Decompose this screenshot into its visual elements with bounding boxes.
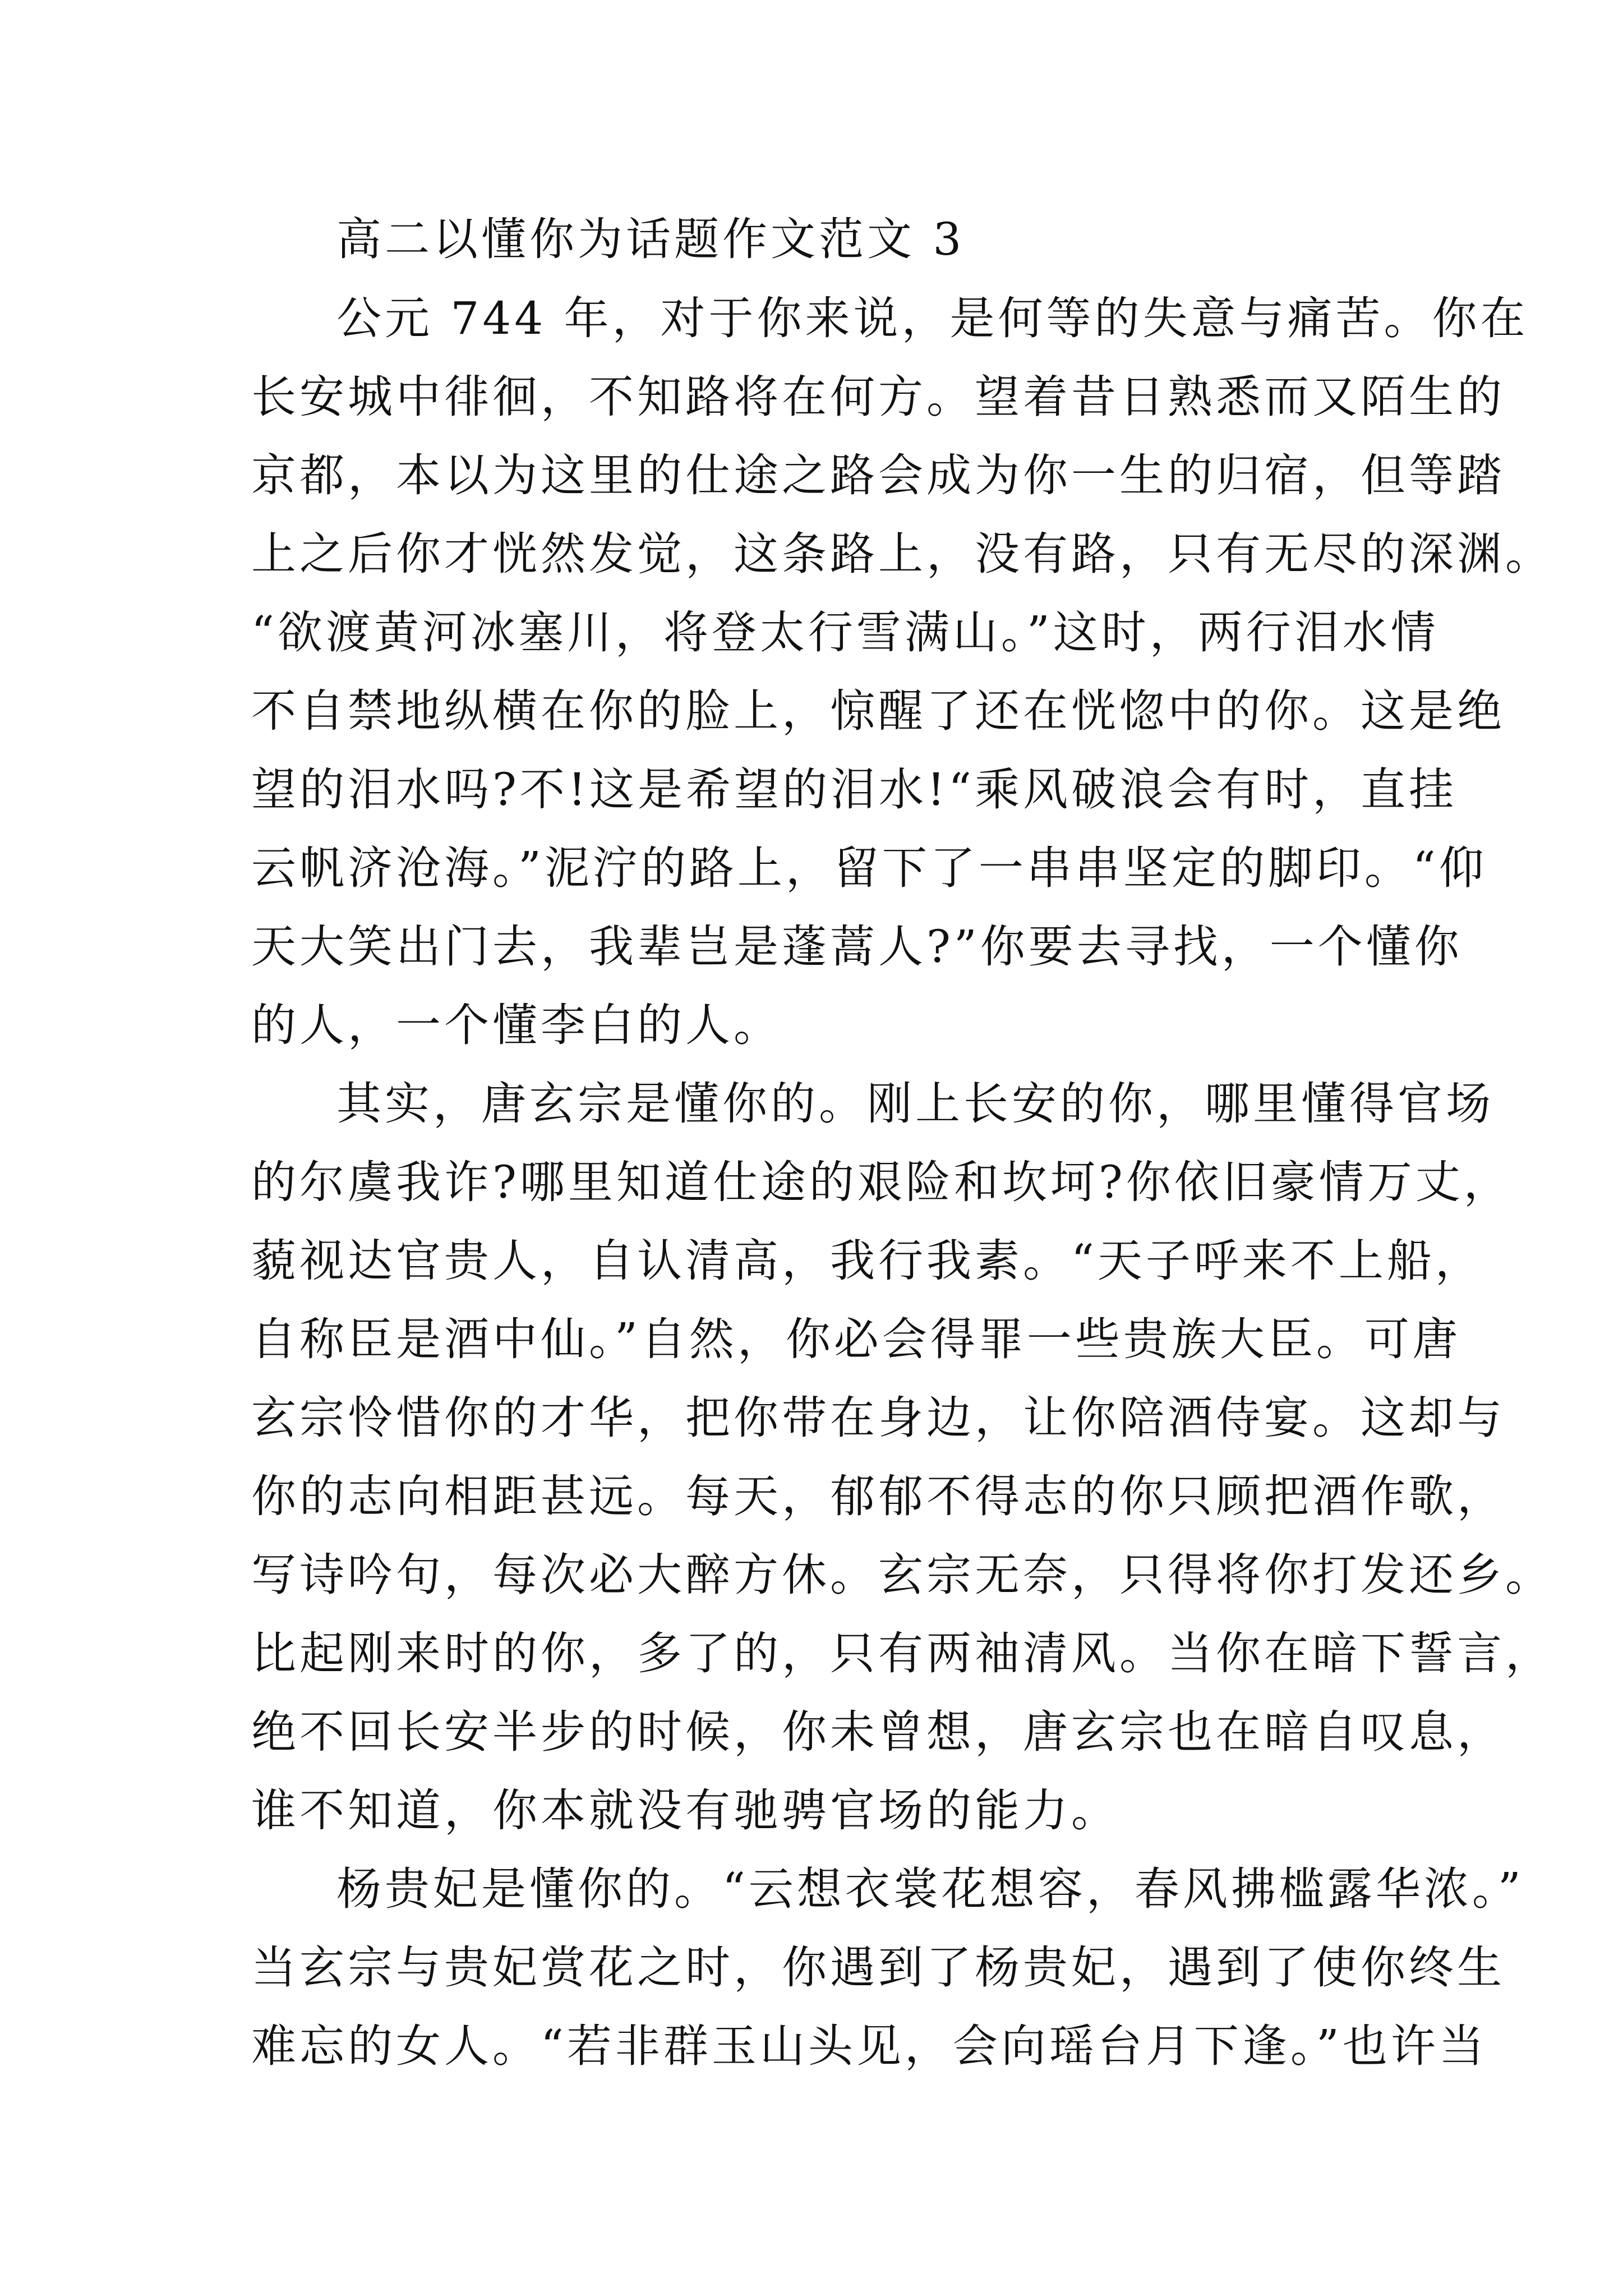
paragraph-1-line-1: 公元 744 年，对于你来说，是何等的失意与痛苦。你在 <box>336 292 1529 344</box>
paragraph-2-line-9: 绝不回长安半步的时候，你未曾想，唐玄宗也在暗自叹息， <box>251 1706 1505 1758</box>
paragraph-1-line-10: 的人，一个懂李白的人。 <box>251 999 782 1051</box>
paragraph-1-line-3: 京都，本以为这里的仕途之路会成为你一生的归宿，但等踏 <box>251 449 1505 501</box>
paragraph-1-line-6: 不自禁地纵横在你的脸上，惊醒了还在恍惚中的你。这是绝 <box>251 685 1505 737</box>
paragraph-1-line-5: “欲渡黄河冰塞川，将登太行雪满山。”这时，两行泪水情 <box>251 606 1439 659</box>
paragraph-1-line-8: 云帆济沧海。”泥泞的路上，留下了一串串坚定的脚印。“仰 <box>251 842 1487 894</box>
paragraph-3-line-1: 杨贵妃是懂你的。“云想衣裳花想容，春风拂槛露华浓。” <box>336 1863 1524 1915</box>
paragraph-2-line-3: 藐视达官贵人，自认清高，我行我素。“天子呼来不上船， <box>251 1235 1483 1287</box>
paragraph-1-line-9: 天大笑出门去，我辈岂是蓬蒿人?”你要去寻找，一个懂你 <box>251 921 1463 973</box>
paragraph-2-line-6: 你的志向相距甚远。每天，郁郁不得志的你只顾把酒作歌， <box>251 1470 1505 1522</box>
paragraph-2-line-2: 的尔虞我诈?哪里知道仕途的艰险和坎坷?你依旧豪情万丈， <box>251 1156 1512 1208</box>
paragraph-2-line-8: 比起刚来时的你，多了的，只有两袖清风。当你在暗下誓言， <box>251 1627 1553 1680</box>
paragraph-3-line-3: 难忘的女人。“若非群玉山头见，会向瑶台月下逢。”也许当 <box>251 2020 1487 2072</box>
paragraph-2-line-7: 写诗吟句，每次必大醉方休。玄宗无奈，只得将你打发还乡。 <box>251 1549 1553 1601</box>
paragraph-2-line-1: 其实，唐玄宗是懂你的。刚上长安的你，哪里懂得官场 <box>336 1078 1494 1130</box>
paragraph-2-line-4: 自称臣是酒中仙。”自然，你必会得罪一些贵族大臣。可唐 <box>251 1313 1461 1365</box>
paragraph-2-line-10: 谁不知道，你本就没有驰骋官场的能力。 <box>251 1784 1119 1837</box>
paragraph-1-line-4: 上之后你才恍然发觉，这条路上，没有路，只有无尽的深渊。 <box>251 528 1553 580</box>
paragraph-2-line-5: 玄宗怜惜你的才华，把你带在身边，让你陪酒侍宴。这却与 <box>251 1392 1505 1444</box>
document-title: 高二以懂你为话题作文范文 3 <box>336 213 965 265</box>
paragraph-1-line-7: 望的泪水吗?不!这是希望的泪水!“乘风破浪会有时，直挂 <box>251 763 1458 816</box>
paragraph-1-line-2: 长安城中徘徊，不知路将在何方。望着昔日熟悉而又陌生的 <box>251 371 1505 423</box>
paragraph-3-line-2: 当玄宗与贵妃赏花之时，你遇到了杨贵妃，遇到了使你终生 <box>251 1941 1505 1994</box>
